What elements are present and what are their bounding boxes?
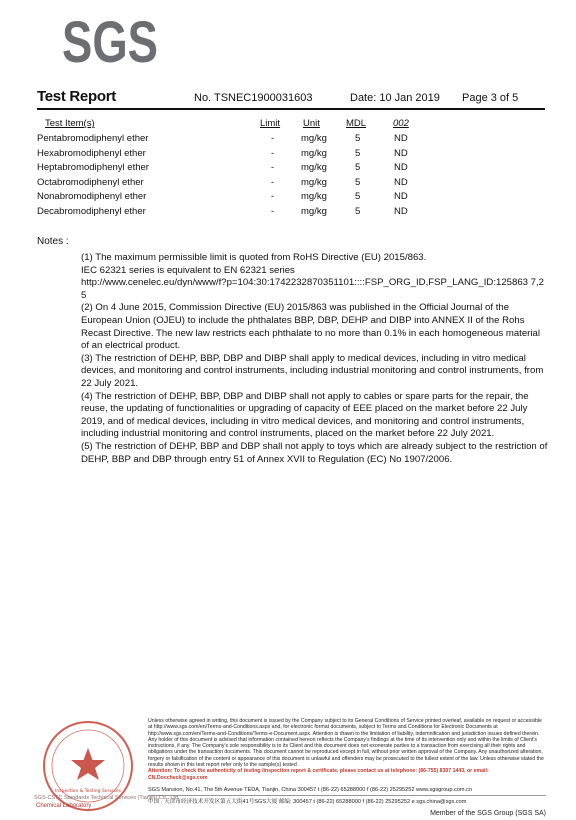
- cell-mdl: 5: [355, 191, 361, 202]
- footer-disclaimer: [148, 718, 546, 781]
- cell-result: ND: [394, 191, 408, 202]
- note-1-url: http://www.cenelec.eu/dyn/www/f?p=104:30:1742232870351101::::FSP_ORG_ID,FSP_LANG_ID:125863 7,25: [81, 277, 545, 301]
- table-row: [0, 133, 576, 147]
- stamp-lab: Chemical Laboratory: [36, 803, 92, 809]
- cell-item: Pentabromodiphenyl ether: [37, 133, 149, 144]
- cell-mdl: 5: [355, 148, 361, 159]
- cell-unit: mg/kg: [301, 191, 327, 202]
- report-number: No. TSNEC1900031603: [194, 92, 313, 104]
- note-1-iec: IEC 62321 series is equivalent to EN 62321 series: [81, 264, 295, 276]
- notes-label: Notes :: [37, 236, 69, 247]
- note-3: (3) The restriction of DEHP, BBP, DBP and DIBP shall apply to medical devices, including in vitro medical devices, and monitoring and control instruments, including industrial monitoring and control instruments, from 22 July 2021.: [81, 352, 544, 389]
- cell-item: Heptabromodiphenyl ether: [37, 162, 149, 173]
- cell-mdl: 5: [355, 206, 361, 217]
- cell-item: Hexabromodiphenyl ether: [37, 148, 146, 159]
- notes-body: [81, 252, 549, 466]
- table-row: [0, 206, 576, 220]
- page-number: Page 3 of 5: [462, 92, 519, 104]
- cell-item: Decabromodiphenyl ether: [37, 206, 146, 217]
- cell-result: ND: [394, 162, 408, 173]
- cell-unit: mg/kg: [301, 148, 327, 159]
- logo-text: SGS: [62, 10, 158, 75]
- star-icon: [71, 748, 105, 780]
- cell-item: Nonabromodiphenyl ether: [37, 191, 147, 202]
- attention-text: Attention: To check the authenticity of testing /inspection report & certificate, please contact us at telephone: (86-755) 8307 1443, or email: CN.Doccheck@sgs.com: [148, 768, 489, 781]
- table-row: [0, 177, 576, 191]
- note-1: (1) The maximum permissible limit is quoted from RoHS Directive (EU) 2015/863.: [81, 252, 427, 263]
- cell-limit: -: [271, 191, 275, 202]
- note-4: (4) The restriction of DEHP, BBP, DBP and DIBP shall not apply to cables or spare parts for the repair, the reuse, the updating of functionalities or upgrading of capacity of EEE placed on the market before 22 July 2019, and of medical devices, including in vitro medical devices, and monitoring and control instruments, including industrial monitoring and control instruments, placed on the market before 22 July 2021.: [81, 390, 529, 440]
- cell-unit: mg/kg: [301, 133, 327, 144]
- sgs-logo: [60, 8, 160, 75]
- cell-limit: -: [271, 162, 275, 173]
- col-unit: Unit: [303, 118, 320, 129]
- note-5: (5) The restriction of DEHP, BBP and DBP shall not apply to toys which are already subject to the restriction of DEHP, BBP and DBP through entry 51 of Annex XVII to Regulation (EC) No 1907/2006.: [81, 440, 548, 465]
- address-chinese: 中国 · 天津市经济技术开发区第五大街41号SGS大厦 邮编: 300457 t (86-22) 65288000 f (86-22) 25295252 e sgs.china@sgs.com: [148, 799, 467, 805]
- report-date: Date: 10 Jan 2019: [350, 92, 440, 104]
- stamp-company: SGS-CSTC Standards Technical Services (Tianjin) Co., Ltd.: [34, 795, 180, 801]
- cell-limit: -: [271, 206, 275, 217]
- disclaimer-text: Unless otherwise agreed in writing, this document is issued by the Company subject to its General Conditions of Service printed overleaf, available on request or accessible at http://www.sgs.com/en/Terms-and-Conditions.aspx and, for electronic format documents, subject to Terms and Conditions for Electronic Documents at http://www.sgs.com/en/Terms-and-Conditions/Terms-e-Document.aspx. Attention is drawn to the limitation of liability, indemnification and jurisdiction issues defined therein. Any holder of this document is advised that information contained hereon reflects the Company's findings at the time of its intervention only and within the limits of Client's instructions, if any. The Company's sole responsibility is to its Client and this document does not exonerate parties to a transaction from exercising all their rights and obligations under the transaction documents. This document cannot be reproduced except in full, without prior written approval of the Company. Any unauthorized alteration, forgery or falsification of the content or appearance of this document is unlawful and offenders may be prosecuted to the fullest extent of the law. Unless otherwise stated the results shown in this test report refer only to the sample(s) tested .: [148, 718, 544, 769]
- cell-limit: -: [271, 177, 275, 188]
- footer-divider: [148, 795, 546, 796]
- cell-result: ND: [394, 177, 408, 188]
- table-row: [0, 191, 576, 205]
- cell-unit: mg/kg: [301, 206, 327, 217]
- col-test-item: Test Item(s): [45, 118, 95, 129]
- address-english: SGS Mansion, No.41, The 5th Avenue TEDA, Tianjin, China 300457 t (86-22) 65288000 f (86-22) 25295252 www.sgsgroup.com.cn: [148, 787, 473, 793]
- stamp-inner-text: Inspection & Testing Services: [55, 789, 121, 794]
- cell-item: Octabromodiphenyl ether: [37, 177, 144, 188]
- table-row: [0, 148, 576, 162]
- cell-result: ND: [394, 206, 408, 217]
- cell-mdl: 5: [355, 133, 361, 144]
- cell-unit: mg/kg: [301, 162, 327, 173]
- member-text: Member of the SGS Group (SGS SA): [430, 810, 546, 817]
- cell-result: ND: [394, 133, 408, 144]
- table-row: [0, 162, 576, 176]
- col-sample: 002: [393, 118, 409, 129]
- cell-result: ND: [394, 148, 408, 159]
- cell-mdl: 5: [355, 162, 361, 173]
- header-rule: [37, 108, 545, 110]
- note-2: (2) On 4 June 2015, Commission Directive (EU) 2015/863 was published in the Official Journal of the European Union (OJEU) to include the phthalates BBP, DBP, DEHP and DIBP into ANNEX II of the Rohs Recast Directive. The new law restricts each phthalate to no more than 0.1% in each homogeneous material of an electrical product.: [81, 302, 540, 352]
- cell-limit: -: [271, 133, 275, 144]
- col-mdl: MDL: [346, 118, 367, 129]
- cell-unit: mg/kg: [301, 177, 327, 188]
- cell-limit: -: [271, 148, 275, 159]
- report-title: Test Report: [37, 88, 116, 105]
- col-limit: Limit: [260, 118, 281, 129]
- cell-mdl: 5: [355, 177, 361, 188]
